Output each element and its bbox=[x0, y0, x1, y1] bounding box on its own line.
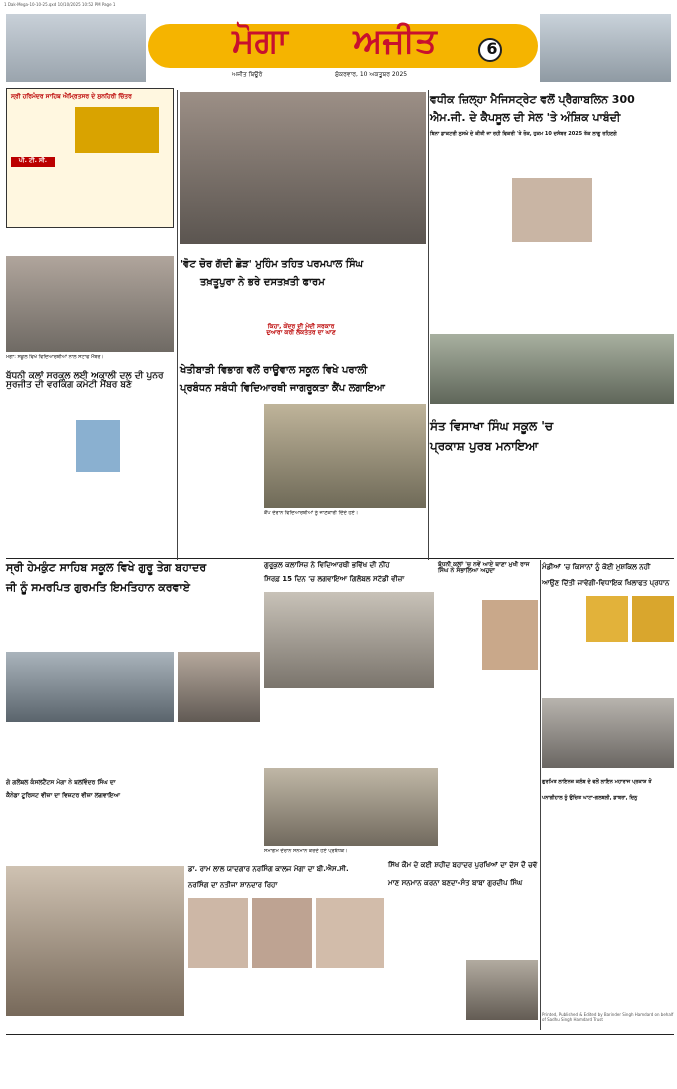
center-lower-photo bbox=[264, 768, 438, 846]
voter-headline-2: ਤਖ਼ਤੂਪੁਰਾ ਨੇ ਭਰੇ ਦਸਤਖ਼ਤੀ ਫਾਰਮ bbox=[200, 277, 325, 288]
akali-portrait bbox=[76, 420, 120, 472]
left-column-photo-1 bbox=[6, 256, 174, 352]
sikh-headline-2: ਮਾਣ ਸਨਮਾਨ ਕਰਨਾ ਬਣਦਾ-ਸੰਤ ਬਾਬਾ ਗੁਰਦੀਪ ਸਿੰਘ bbox=[388, 879, 523, 887]
canada-body-col2 bbox=[96, 808, 184, 862]
ad-body-text bbox=[11, 107, 71, 155]
mandi-group-photo bbox=[542, 698, 674, 768]
canada-headline-2: ਕੈਨੇਡਾ ਟੂਰਿਸਟ ਵੀਜ਼ਾ ਦਾ ਵਿਜ਼ਟਰ ਵੀਜ਼ਾ ਲਗਵਾਇਆ bbox=[6, 792, 121, 799]
college-portrait-3 bbox=[316, 898, 384, 968]
top-right-portrait bbox=[512, 178, 592, 242]
mandi-headline-2: ਆਉਣ ਦਿੱਤੀ ਜਾਵੇਗੀ-ਵਿਧਾਇਕ ਖਿਲਾਫਤ ਪ੍ਰਧਾਨ bbox=[542, 579, 670, 587]
masthead-subtitle: ਅਜੀਤ ਬਿਊਰੋ bbox=[232, 71, 263, 78]
college-portrait-1 bbox=[188, 898, 248, 968]
print-slug: 1 Dak-Mega-10-10-25.qxd 10/10/2025 10:52 PM Page 1 bbox=[4, 2, 116, 7]
college-headline-1: ਡਾ. ਰਾਮ ਲਾਲ ਯਾਦਗਾਰ ਨਰਸਿੰਗ ਕਾਲਜ ਮੋਗਾ ਦਾ ਬੀ.ਐਸ.ਸੀ. bbox=[188, 865, 349, 873]
anaj-body bbox=[438, 600, 480, 764]
left-column-caption-1: ਮੋਗਾ: ਸਕੂਲ ਵਿਖੇ ਵਿਦਿਆਰਥੀਆਂ ਨਾਲ ਸਟਾਫ ਮੈਂਬਰ। bbox=[6, 354, 104, 360]
hemkunt-body-col2 bbox=[90, 604, 170, 650]
canada-body-col1 bbox=[6, 808, 92, 862]
hemkunt-body-col3 bbox=[174, 604, 260, 650]
top-right-body-col1 bbox=[430, 146, 506, 330]
column-rule-2 bbox=[428, 90, 429, 560]
center-top-caption bbox=[180, 246, 426, 258]
akali-headline: ਬੱਧਨੀ ਕਲਾਂ ਸਰਕਲ ਲਈ ਅਕਾਲੀ ਦਲ ਦੀ ਪੁਨਰ ਸੁਰਜੀਤ ਦੀ ਵਰਕਿੰਗ ਕਮੇਟੀ ਮੈਂਬਰ ਬਣੇ bbox=[6, 371, 164, 391]
masthead-left-photo bbox=[6, 14, 146, 82]
kheti-caption: ਕੈਂਪ ਦੌਰਾਨ ਵਿਦਿਆਰਥੀਆਂ ਨੂੰ ਜਾਣਕਾਰੀ ਦਿੰਦੇ ਹੋਏ। bbox=[264, 510, 359, 516]
masthead-title-right: ਅਜੀਤ bbox=[353, 21, 437, 61]
masthead-date: ਸ਼ੁੱਕਰਵਾਰ, 10 ਅਕਤੂਬਰ 2025 bbox=[335, 71, 408, 78]
gurukul-caption bbox=[264, 690, 434, 700]
anaj-headline: ਬੱਧਨੀ ਕਲਾਂ 'ਚ ਨਵੇਂ ਆਏ ਥਾਣਾ ਮੁਖੀ ਰਾਜ ਸਿੰਘ ਨੇ ਸੰਭਾਲਿਆ ਅਹੁਦਾ bbox=[438, 561, 530, 575]
kheti-body-col2 bbox=[264, 522, 426, 556]
gurukul-body bbox=[264, 702, 434, 764]
sant-headline-1: ਸੰਤ ਵਿਸਾਖਾ ਸਿੰਘ ਸਕੂਲ 'ਚ bbox=[430, 419, 554, 433]
mandi-portrait-1 bbox=[586, 596, 628, 642]
column-rule-1 bbox=[177, 90, 178, 560]
footer-imprint: Printed, Published & Edited by Barinder Singh Hamdard on behalf of Sadhu Singh Hamdard Trust bbox=[542, 1012, 674, 1022]
sant-headline-2: ਪ੍ਰਕਾਸ਼ ਪੁਰਬ ਮਨਾਇਆ bbox=[430, 439, 539, 453]
sant-body-col1 bbox=[430, 460, 508, 550]
akali-body-col2 bbox=[124, 404, 174, 524]
hemkunt-body-lower bbox=[6, 736, 260, 776]
gurdwara-headline-2: ਪਨਾਗੀਹਾਲ ਨੂੰ ਉਚਿਤ ਘਾਟਾ-ਗਲਬਲੀ, ਡਾਬਰਾ, ਦਿਨੂ bbox=[542, 795, 638, 801]
sant-body-col2 bbox=[512, 460, 590, 550]
ad-details bbox=[11, 171, 169, 223]
college-body bbox=[188, 972, 384, 1030]
akali-body-col1 bbox=[6, 404, 72, 524]
kheti-body-col1 bbox=[180, 402, 260, 556]
gurukul-photo bbox=[264, 592, 434, 688]
hemkunt-headline-2: ਜੀ ਨੂੰ ਸਮਰਪਿਤ ਗੁਰਮਤਿ ਇਮਤਿਹਾਨ ਕਰਵਾਏ bbox=[6, 581, 190, 594]
canada-photo bbox=[6, 866, 184, 1016]
right-photo-1 bbox=[430, 334, 674, 404]
hemkunt-body-col1 bbox=[6, 604, 86, 650]
center-lower-caption: ਸਮਾਗਮ ਦੌਰਾਨ ਸਨਮਾਨ ਕਰਦੇ ਹੋਏ ਪ੍ਰਬੰਧਕ। bbox=[264, 848, 348, 854]
sant-body-col3 bbox=[594, 460, 674, 550]
sikh-body-col1 bbox=[388, 898, 462, 1030]
top-left-ad bbox=[6, 88, 174, 228]
voter-headline-1: 'ਵੋਟ ਚੋਰ ਗੱਦੀ ਛੋੜ' ਮੁਹਿੰਮ ਤਹਿਤ ਪਰਮਪਾਲ ਸਿੰਘ bbox=[180, 259, 364, 270]
college-portrait-2 bbox=[252, 898, 312, 968]
rule-mid bbox=[6, 558, 674, 559]
mandi-headline-1: ਮੰਡੀਆਂ 'ਚ ਕਿਸਾਨਾਂ ਨੂੰ ਕੋਈ ਮੁਸ਼ਕਿਲ ਨਹੀਂ bbox=[542, 563, 651, 571]
ad-title: ਸ੍ਰੀ ਹਰਿਮੰਦਰ ਸਾਹਿਬ ਐਮ੍ਰਿਤਸਰ ਦੇ ਸੁਨਹਿਰੀ ਚਿੱਤਰ bbox=[11, 93, 132, 100]
right-caption-1 bbox=[430, 406, 674, 416]
voter-pull-quote: ਕਿਹਾ, ਕੇਂਦਰ ਦੀ ਮੋਦੀ ਸਰਕਾਰ ਦੁਆਰਾ ਕਰੀ ਲੋਕਤੰਤਰ ਦਾ ਘਾਣ bbox=[266, 323, 336, 337]
top-right-body-col3 bbox=[596, 146, 674, 330]
sikh-headline-1: ਸਿੱਖ ਕੌਮ ਦੇ ਕਈ ਸ਼ਹੀਦ ਬਹਾਦਰ ਪੁਰਖਿਆਂ ਦਾ ਦੱਸ ਦੌ ਚਵੱ bbox=[388, 861, 538, 869]
voter-body-col3 bbox=[344, 296, 426, 362]
kheti-photo bbox=[264, 404, 426, 508]
gurukul-headline-2: ਸਿਰਫ਼ 15 ਦਿਨ 'ਚ ਲਗਵਾਇਆ ਗਿਲੋਬਲ ਸਟੱਡੀ ਵੀਜ਼ਾ bbox=[264, 575, 405, 583]
voter-body-col1 bbox=[180, 296, 258, 362]
left-column-text-1 bbox=[6, 232, 174, 254]
column-rule-3 bbox=[540, 560, 541, 1030]
page-number: 6 bbox=[486, 39, 498, 58]
anaj-portrait bbox=[482, 600, 538, 670]
ad-badge: ਪੀ. ਟੀ. ਸੀ. bbox=[11, 157, 55, 167]
top-right-dek: ਬਿਨਾ ਡਾਕਟਰੀ ਨੁਸਖ਼ੇ ਦੇ ਕੀਤੀ ਜਾ ਰਹੀ ਵਿਕਰੀ 'ਤੇ ਰੋਕ, ਹੁਕਮ 10 ਦਸੰਬਰ 2025 ਤੱਕ ਲਾਗੂ ਰਹਿਣਗੇ bbox=[430, 131, 617, 137]
mandi-portrait-2 bbox=[632, 596, 674, 642]
canada-caption bbox=[6, 1018, 184, 1030]
top-right-body-col2 bbox=[512, 246, 592, 330]
masthead-title-left: ਮੋਗਾ bbox=[232, 21, 288, 61]
hemkunt-caption bbox=[6, 724, 260, 734]
voter-body-col2 bbox=[262, 296, 340, 322]
ad-golden-temple-image bbox=[75, 107, 159, 153]
masthead-right-photo bbox=[540, 14, 671, 82]
gurdwara-headline-1: ਗੁਰਮਿਤ ਲਾਇਨਜ਼ ਕਲੱਬ ਦੇ ਵਲੋਂ ਲਾਇਨ ਮਹਾਰਾਜ ਪ੍ਰਕਾਸ਼ ਤੋਂ bbox=[542, 779, 652, 785]
gurdwara-body bbox=[542, 812, 674, 1008]
kheti-headline-2: ਪ੍ਰਬੰਧਨ ਸਬੰਧੀ ਵਿਦਿਆਰਥੀ ਜਾਗਰੂਕਤਾ ਕੈਂਪ ਲਗਾਇਆ bbox=[180, 383, 385, 394]
mandi-body bbox=[542, 596, 582, 696]
hemkunt-headline-1: ਸ੍ਰੀ ਹੇਮਕੁੰਟ ਸਾਹਿਬ ਸਕੂਲ ਵਿਖੇ ਗੁਰੂ ਤੇਗ ਬਹਾਦਰ bbox=[6, 561, 207, 574]
masthead bbox=[0, 10, 677, 88]
hemkunt-photo bbox=[6, 652, 174, 722]
kheti-headline-1: ਖੇਤੀਬਾੜੀ ਵਿਭਾਗ ਵਲੋਂ ਰਾਊਵਾਲ ਸਕੂਲ ਵਿਖੇ ਪਰਾਲੀ bbox=[180, 365, 368, 376]
sikh-body-col2 bbox=[466, 898, 538, 958]
center-top-photo bbox=[180, 92, 426, 244]
college-headline-2: ਨਰਸਿੰਗ ਦਾ ਨਤੀਜਾ ਸ਼ਾਨਦਾਰ ਰਿਹਾ bbox=[188, 881, 278, 889]
gurukul-headline-1: ਗੁਰੂਕੁਲ ਕਲਾਸਿਜ਼ ਨੇ ਵਿਦਿਆਰਥੀ ਭਵਿੱਖ ਦੀ ਨੀਂਹ bbox=[264, 561, 390, 569]
canada-headline-1: ਗੋ ਗਲੋਬਲ ਕੰਸਲਟੈਂਟਸ ਮੋਗਾ ਨੇ ਬਲਵਿੰਦਰ ਸਿੰਘ ਦਾ bbox=[6, 779, 116, 786]
top-right-headline-1: ਵਧੀਕ ਜ਼ਿਲ੍ਹਾ ਮੈਜਿਸਟ੍ਰੇਟ ਵਲੋਂ ਪ੍ਰੈਗਾਬਲਿਨ 300 bbox=[430, 93, 635, 106]
top-right-headline-2: ਐਮ.ਜੀ. ਦੇ ਕੈਪਸੂਲ ਦੀ ਸੇਲ 'ਤੇ ਅੰਸ਼ਿਕ ਪਾਬੰਦੀ bbox=[430, 111, 621, 124]
sikh-photo bbox=[466, 960, 538, 1020]
hemkunt-photo-2 bbox=[178, 652, 260, 722]
